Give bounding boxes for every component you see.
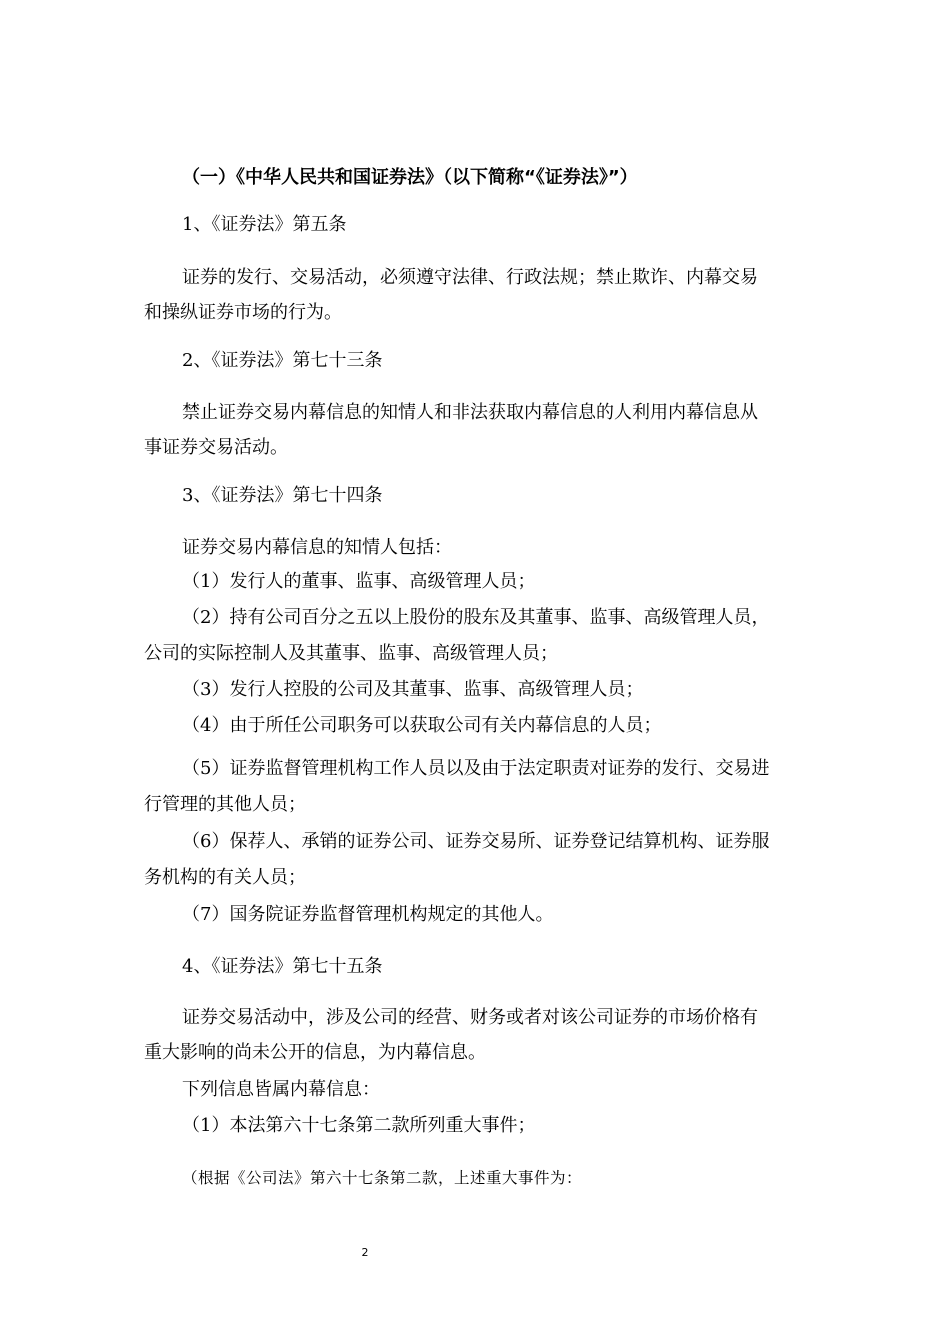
article-75-text-line-1: 证券交易活动中，涉及公司的经营、财务或者对该公司证券的市场价格有	[182, 1007, 758, 1028]
article-74-title: 3、《证券法》第七十四条	[182, 485, 383, 506]
article-74-item-2-line-2: 公司的实际控制人及其董事、监事、高级管理人员；	[144, 643, 558, 664]
article-73-text-line-2: 事证券交易活动。	[144, 437, 288, 458]
article-75-title: 4、《证券法》第七十五条	[182, 956, 383, 977]
article-74-item-1: （1）发行人的董事、监事、高级管理人员；	[182, 571, 536, 592]
article-74-intro: 证券交易内幕信息的知情人包括：	[182, 537, 452, 558]
article-74-item-3: （3）发行人控股的公司及其董事、监事、高级管理人员；	[182, 679, 644, 700]
article-73-text-line-1: 禁止证券交易内幕信息的知情人和非法获取内幕信息的人利用内幕信息从	[182, 402, 758, 423]
article-5-text-line-2: 和操纵证券市场的行为。	[144, 302, 342, 323]
article-74-item-4: （4）由于所任公司职务可以获取公司有关内幕信息的人员；	[182, 715, 662, 736]
article-75-note: （根据《公司法》第六十七条第二款，上述重大事件为：	[182, 1169, 583, 1187]
article-75-text-line-2: 重大影响的尚未公开的信息，为内幕信息。	[144, 1042, 486, 1063]
page-number: 2	[361, 1246, 369, 1259]
article-74-item-6-line-2: 务机构的有关人员；	[144, 867, 306, 888]
article-75-intro: 下列信息皆属内幕信息：	[182, 1079, 380, 1100]
section-heading: （一）《中华人民共和国证券法》（以下简称“《证券法》”）	[182, 167, 638, 188]
article-74-item-5-line-1: （5）证券监督管理机构工作人员以及由于法定职责对证券的发行、交易进	[182, 758, 770, 779]
article-74-item-7: （7）国务院证券监督管理机构规定的其他人。	[182, 904, 554, 925]
article-73-title: 2、《证券法》第七十三条	[182, 350, 383, 371]
article-5-title: 1、《证券法》第五条	[182, 214, 347, 235]
article-74-item-6-line-1: （6）保荐人、承销的证券公司、证券交易所、证券登记结算机构、证券服	[182, 831, 770, 852]
article-74-item-2-line-1: （2）持有公司百分之五以上股份的股东及其董事、监事、高级管理人员，	[182, 607, 770, 628]
article-5-text-line-1: 证券的发行、交易活动，必须遵守法律、行政法规；禁止欺诈、内幕交易	[182, 267, 758, 288]
article-75-item-1: （1）本法第六十七条第二款所列重大事件；	[182, 1115, 536, 1136]
article-74-item-5-line-2: 行管理的其他人员；	[144, 794, 306, 815]
